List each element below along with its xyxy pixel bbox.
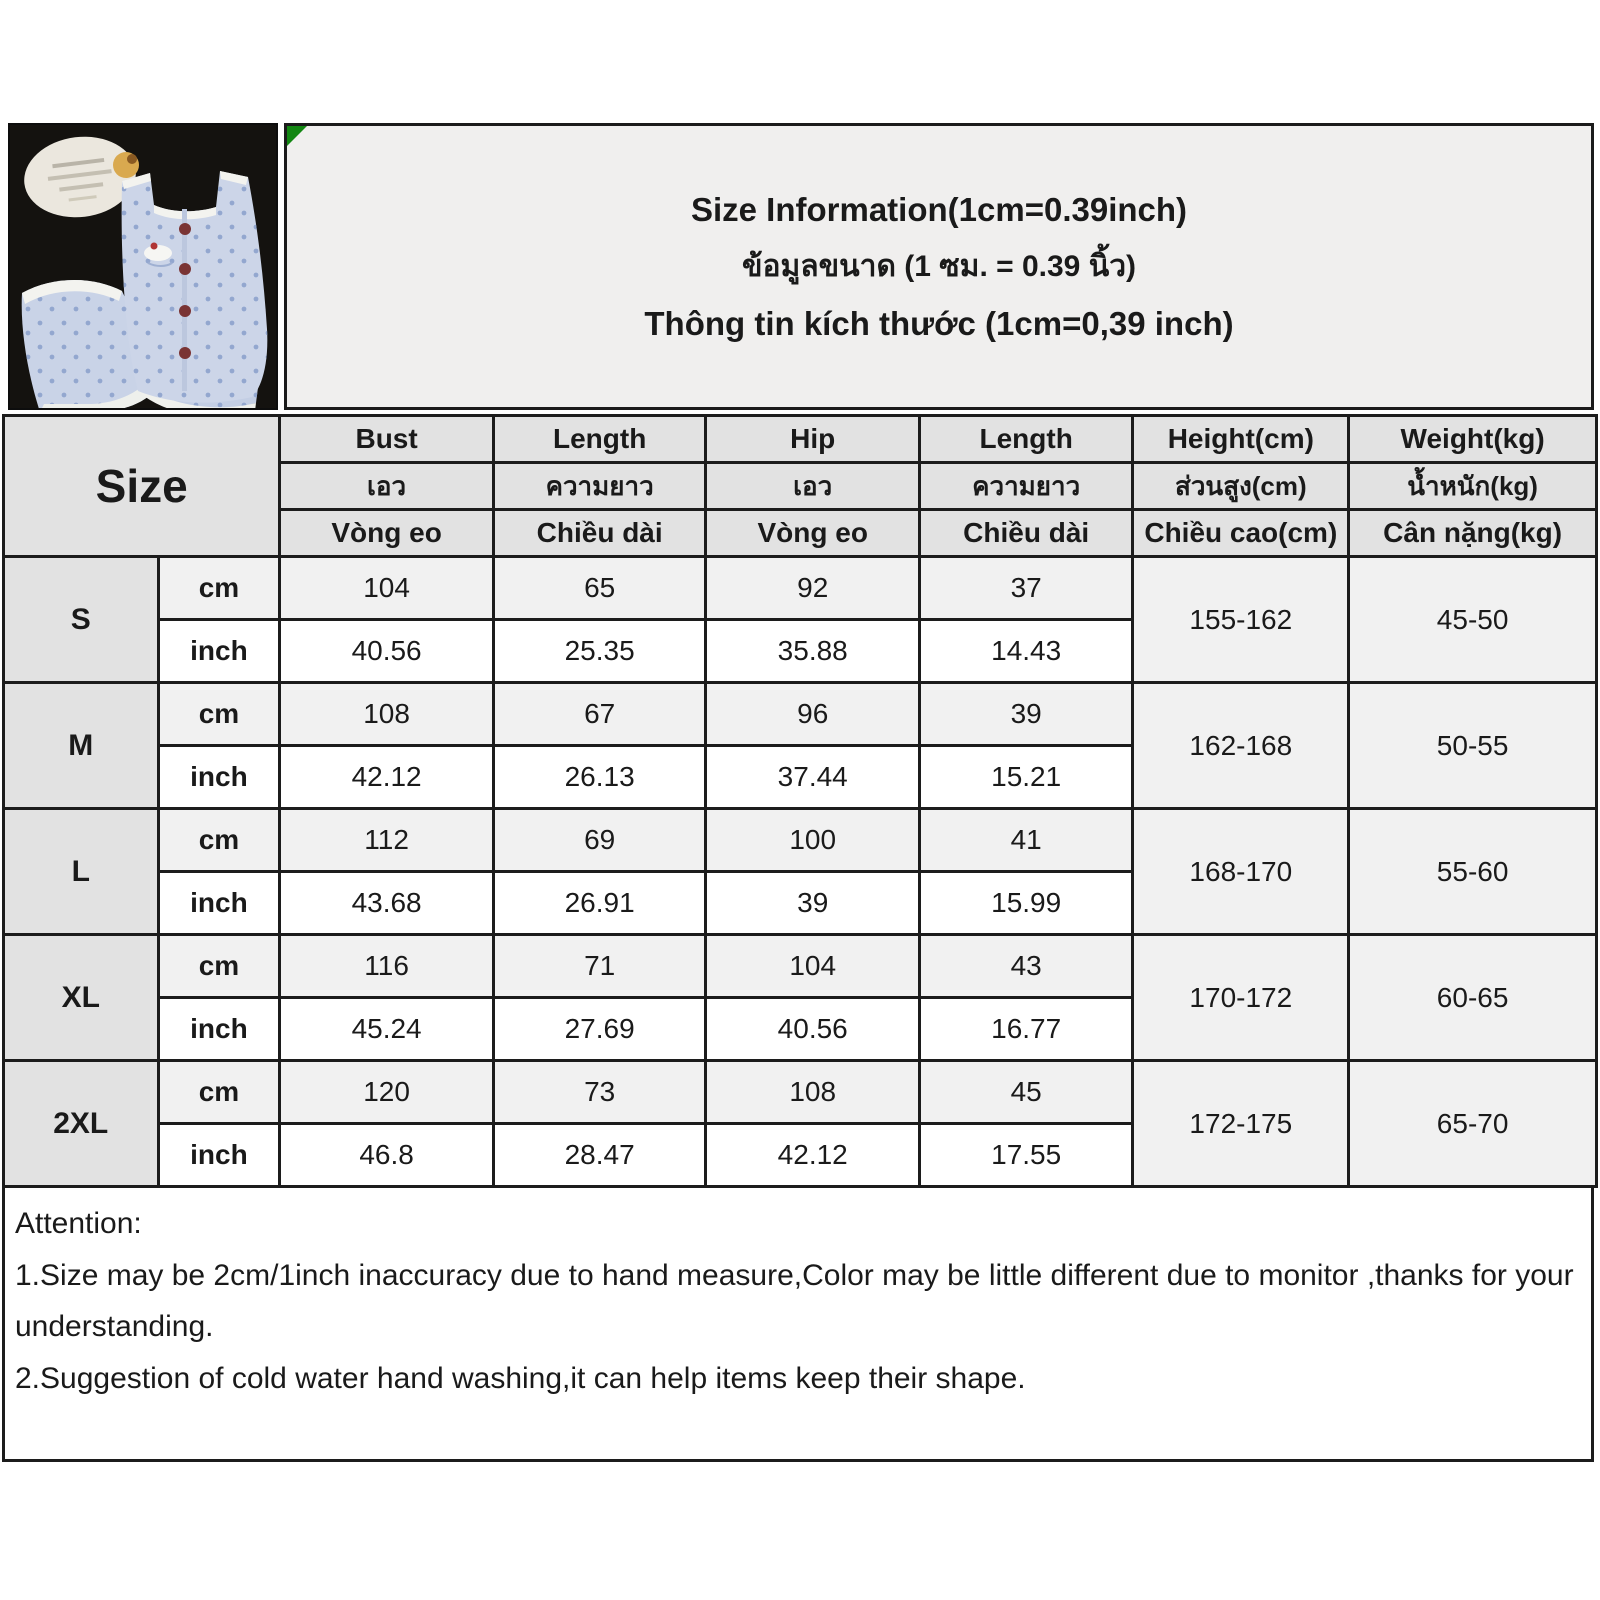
value-L-inch-1: 26.91: [493, 872, 706, 935]
size-row-label-2XL: 2XL: [4, 1061, 159, 1187]
value-XL-cm-2: 104: [706, 935, 919, 998]
value-M-cm-0: 108: [280, 683, 493, 746]
value-M-cm-3: 39: [919, 683, 1132, 746]
height-cell-L: 168-170: [1133, 809, 1349, 935]
value-2XL-cm-3: 45: [919, 1061, 1132, 1124]
value-2XL-inch-0: 46.8: [280, 1124, 493, 1187]
col-header-th-3: ความยาว: [919, 463, 1132, 510]
value-2XL-inch-2: 42.12: [706, 1124, 919, 1187]
unit-cell-inch-2XL: inch: [158, 1124, 280, 1187]
value-S-inch-1: 25.35: [493, 620, 706, 683]
col-header-th-5: น้ำหนัก(kg): [1349, 463, 1597, 510]
value-XL-cm-0: 116: [280, 935, 493, 998]
col-header-vi-5: Cân nặng(kg): [1349, 510, 1597, 557]
col-header-vi-3: Chiều dài: [919, 510, 1132, 557]
col-header-en-4: Height(cm): [1133, 416, 1349, 463]
value-XL-cm-1: 71: [493, 935, 706, 998]
value-S-inch-3: 14.43: [919, 620, 1132, 683]
title-block: [284, 123, 1594, 410]
unit-cell-inch-S: inch: [158, 620, 280, 683]
col-header-en-1: Length: [493, 416, 706, 463]
unit-cell-inch-L: inch: [158, 872, 280, 935]
col-header-vi-1: Chiều dài: [493, 510, 706, 557]
value-XL-cm-3: 43: [919, 935, 1132, 998]
col-header-th-4: ส่วนสูง(cm): [1133, 463, 1349, 510]
weight-cell-XL: 60-65: [1349, 935, 1597, 1061]
value-S-inch-0: 40.56: [280, 620, 493, 683]
value-L-cm-2: 100: [706, 809, 919, 872]
size-row-label-XL: XL: [4, 935, 159, 1061]
value-XL-inch-3: 16.77: [919, 998, 1132, 1061]
value-M-inch-3: 15.21: [919, 746, 1132, 809]
col-header-th-2: เอว: [706, 463, 919, 510]
col-header-th-1: ความยาว: [493, 463, 706, 510]
value-S-inch-2: 35.88: [706, 620, 919, 683]
col-header-th-0: เอว: [280, 463, 493, 510]
value-M-cm-2: 96: [706, 683, 919, 746]
height-cell-S: 155-162: [1133, 557, 1349, 683]
value-2XL-inch-3: 17.55: [919, 1124, 1132, 1187]
value-M-inch-1: 26.13: [493, 746, 706, 809]
header-section: [8, 123, 1594, 410]
weight-cell-M: 50-55: [1349, 683, 1597, 809]
col-header-en-2: Hip: [706, 416, 919, 463]
value-S-cm-0: 104: [280, 557, 493, 620]
height-cell-2XL: 172-175: [1133, 1061, 1349, 1187]
height-cell-M: 162-168: [1133, 683, 1349, 809]
unit-cell-inch-XL: inch: [158, 998, 280, 1061]
size-row-label-S: S: [4, 557, 159, 683]
value-2XL-inch-1: 28.47: [493, 1124, 706, 1187]
page-title-en: Size Information(1cm=0.39inch): [690, 190, 1188, 228]
page-title-vi: Thông tin kích thước (1cm=0,39 inch): [644, 305, 1234, 343]
unit-cell-inch-M: inch: [158, 746, 280, 809]
col-header-vi-0: Vòng eo: [280, 510, 493, 557]
value-L-inch-0: 43.68: [280, 872, 493, 935]
attention-section: [2, 1188, 1594, 1462]
value-2XL-cm-1: 73: [493, 1061, 706, 1124]
value-L-inch-2: 39: [706, 872, 919, 935]
attention-note-2: 2.Suggestion of cold water hand washing,it can help items keep their shape.: [15, 1361, 1026, 1395]
weight-cell-L: 55-60: [1349, 809, 1597, 935]
value-M-inch-2: 37.44: [706, 746, 919, 809]
value-2XL-cm-2: 108: [706, 1061, 919, 1124]
unit-cell-cm-XL: cm: [158, 935, 280, 998]
size-header-cell: Size: [4, 416, 280, 557]
unit-cell-cm-S: cm: [158, 557, 280, 620]
size-table: [2, 414, 1598, 1188]
value-M-cm-1: 67: [493, 683, 706, 746]
value-S-cm-1: 65: [493, 557, 706, 620]
col-header-en-0: Bust: [280, 416, 493, 463]
height-cell-XL: 170-172: [1133, 935, 1349, 1061]
value-XL-inch-0: 45.24: [280, 998, 493, 1061]
value-XL-inch-1: 27.69: [493, 998, 706, 1061]
value-L-inch-3: 15.99: [919, 872, 1132, 935]
attention-heading: Attention:: [15, 1207, 142, 1240]
unit-cell-cm-2XL: cm: [158, 1061, 280, 1124]
value-L-cm-1: 69: [493, 809, 706, 872]
size-row-label-L: L: [4, 809, 159, 935]
value-L-cm-3: 41: [919, 809, 1132, 872]
value-XL-inch-2: 40.56: [706, 998, 919, 1061]
green-corner-icon: [287, 126, 307, 146]
unit-cell-cm-M: cm: [158, 683, 280, 746]
value-S-cm-2: 92: [706, 557, 919, 620]
attention-note-1: 1.Size may be 2cm/1inch inaccuracy due to hand measure,Color may be little different due to monitor ,thanks for your understanding.: [15, 1258, 1574, 1344]
weight-cell-S: 45-50: [1349, 557, 1597, 683]
weight-cell-2XL: 65-70: [1349, 1061, 1597, 1187]
col-header-en-5: Weight(kg): [1349, 416, 1597, 463]
col-header-en-3: Length: [919, 416, 1132, 463]
value-2XL-cm-0: 120: [280, 1061, 493, 1124]
size-row-label-M: M: [4, 683, 159, 809]
unit-cell-cm-L: cm: [158, 809, 280, 872]
col-header-vi-4: Chiều cao(cm): [1133, 510, 1349, 557]
value-L-cm-0: 112: [280, 809, 493, 872]
page-title-th: ข้อมูลขนาด (1 ซม. = 0.39 นิ้ว): [741, 249, 1137, 283]
col-header-vi-2: Vòng eo: [706, 510, 919, 557]
value-S-cm-3: 37: [919, 557, 1132, 620]
product-photo: [8, 123, 278, 410]
value-M-inch-0: 42.12: [280, 746, 493, 809]
product-photo-illustration: [10, 125, 278, 410]
